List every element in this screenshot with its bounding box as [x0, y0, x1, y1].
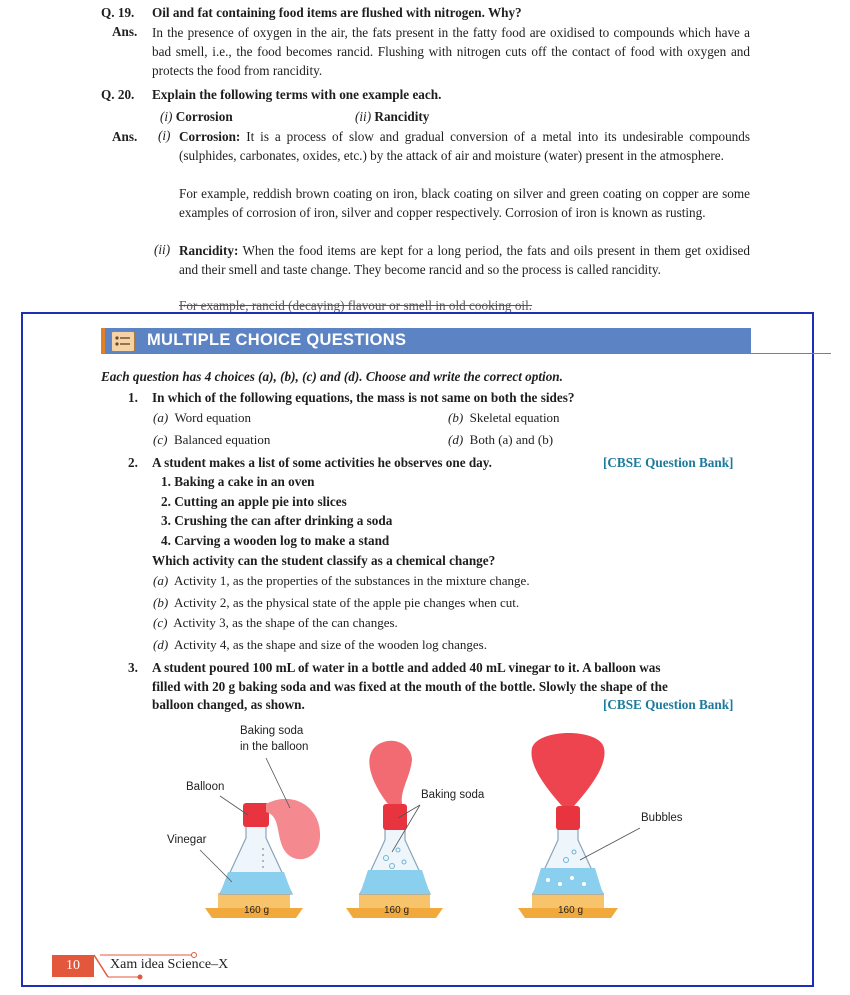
mcq1-option-d-text: Both (a) and (b) — [469, 432, 554, 447]
balloon-1-neck — [243, 803, 269, 827]
scale-2-reading: 160 g — [384, 905, 410, 916]
mcq1-number: 1. — [128, 390, 138, 405]
q20-term1-num: (i) — [160, 109, 173, 124]
mcq3-question-line3: balloon changed, as shown. — [152, 697, 305, 712]
mcq-banner-title: MULTIPLE CHOICE QUESTIONS — [147, 331, 407, 349]
label-balloon: Balloon — [186, 781, 225, 793]
mcq3-question-line2: filled with 20 g baking soda and was fixed at the mouth of the bottle. Slowly the shape of the — [152, 679, 668, 694]
mcq1-option-b-text: Skeletal equation — [469, 410, 560, 425]
label-baking-soda-in-balloon-1: Baking soda — [240, 725, 304, 737]
mcq1-option-a-text: Word equation — [174, 410, 252, 425]
balloon-3-neck — [556, 806, 580, 830]
balloon-2 — [369, 741, 412, 804]
label-baking-soda: Baking soda — [421, 789, 485, 801]
q20-a2-definition: When the food items are kept for a long period, the fats and oils present in them get oxidised and their smell and taste change. They become rancid and so the process is called rancidity. — [179, 243, 751, 277]
q20-a2-num: (ii) — [154, 242, 171, 257]
q20-term1-text: Corrosion — [175, 109, 233, 124]
q20-a2-example: For example, rancid (decaying) flavour or smell in old cooking oil. — [179, 298, 533, 313]
mcq1-option-a-letter: (a) — [153, 410, 169, 425]
mcq2-item-3: 3. Crushing the can after drinking a soda — [161, 513, 393, 528]
q20-a1-num: (i) — [158, 128, 171, 143]
mcq2-option-a-text: Activity 1, as the properties of the substances in the mixture change. — [173, 573, 530, 588]
flask-1 — [205, 799, 320, 918]
mcq1-option-c-letter: (c) — [153, 432, 168, 447]
q19-number: Q. 19. — [101, 5, 135, 20]
balloon-2-neck — [383, 804, 407, 830]
mcq2-number: 2. — [128, 455, 138, 470]
q20-question: Explain the following terms with one example each. — [152, 87, 442, 102]
q20-a1-term: Corrosion: — [179, 129, 241, 144]
label-vinegar: Vinegar — [167, 834, 207, 846]
scale-3-reading: 160 g — [558, 905, 584, 916]
q19-question: Oil and fat containing food items are flushed with nitrogen. Why? — [152, 5, 522, 20]
mcq2-option-b-text: Activity 2, as the physical state of the apple pie changes when cut. — [173, 595, 520, 610]
mcq2-option-d-text: Activity 4, as the shape and size of the wooden log changes. — [173, 637, 487, 652]
mcq3-number: 3. — [128, 660, 138, 675]
q20-term2-num: (ii) — [355, 109, 372, 124]
q20-a1-example: For example, reddish brown coating on iron, black coating on silver and green coating on copper are some examples of corrosion of iron, silver and copper respectively. Corrosion of iron is known as rusting. — [179, 186, 750, 220]
q19-ans-label: Ans. — [112, 24, 138, 39]
q20-ans-label: Ans. — [112, 129, 138, 144]
label-baking-soda-in-balloon-2: in the balloon — [240, 741, 309, 753]
q20-a1-definition: It is a process of slow and gradual conversion of a metal into its undesirable compounds (sulphides, carbonates, oxides, etc.) by the attack of air and moisture (water) present in the atmosphere. — [179, 129, 751, 163]
q19-answer: In the presence of oxygen in the air, the fats present in the fatty food are oxidised to compounds which have a bad smell, i.e., the food becomes rancid. Flushing with nitrogen cuts off the contact of food with oxygen and protects the food from rancidity. — [152, 25, 750, 78]
mcq2-option-c-text: Activity 3, as the shape of the can changes. — [173, 615, 398, 630]
scale-1-reading: 160 g — [244, 905, 270, 916]
footer-book-title: Xam idea Science–X — [110, 957, 229, 972]
balloon-1 — [266, 799, 320, 859]
flask-3 — [518, 733, 618, 918]
mcq2-question: A student makes a list of some activities he observes one day. — [152, 455, 492, 470]
balloon-3 — [531, 733, 604, 806]
mcq2-option-a-letter: (a) — [153, 573, 169, 588]
q20-number: Q. 20. — [101, 87, 135, 102]
mcq2-option-b-letter: (b) — [153, 595, 169, 610]
mcq3-question-line1: A student poured 100 mL of water in a bottle and added 40 mL vinegar to it. A balloon was — [152, 660, 661, 675]
mcq2-option-d-letter: (d) — [153, 637, 169, 652]
mcq1-option-b-letter: (b) — [448, 410, 464, 425]
mcq2-option-c-letter: (c) — [153, 615, 168, 630]
mcq2-item-1: 1. Baking a cake in an oven — [161, 474, 315, 489]
label-bubbles: Bubbles — [641, 812, 683, 824]
mcq2-item-2: 2. Cutting an apple pie into slices — [161, 494, 347, 509]
mcq1-question: In which of the following equations, the mass is not same on both the sides? — [152, 390, 575, 405]
mcq1-option-d-letter: (d) — [448, 432, 464, 447]
page-number: 10 — [52, 955, 94, 977]
flask-2 — [346, 741, 443, 918]
mcq2-prompt: Which activity can the student classify as a chemical change? — [152, 553, 496, 568]
mcq2-item-4: 4. Carving a wooden log to make a stand — [161, 533, 390, 548]
mcq-instruction: Each question has 4 choices (a), (b), (c) and (d). Choose and write the correct option. — [101, 369, 563, 384]
mcq1-option-c-text: Balanced equation — [173, 432, 271, 447]
q20-a2-term: Rancidity: — [179, 243, 239, 258]
mcq3-reference: [CBSE Question Bank] — [603, 697, 734, 712]
mcq2-reference: [CBSE Question Bank] — [603, 455, 734, 470]
q20-term2-text: Rancidity — [374, 109, 430, 124]
